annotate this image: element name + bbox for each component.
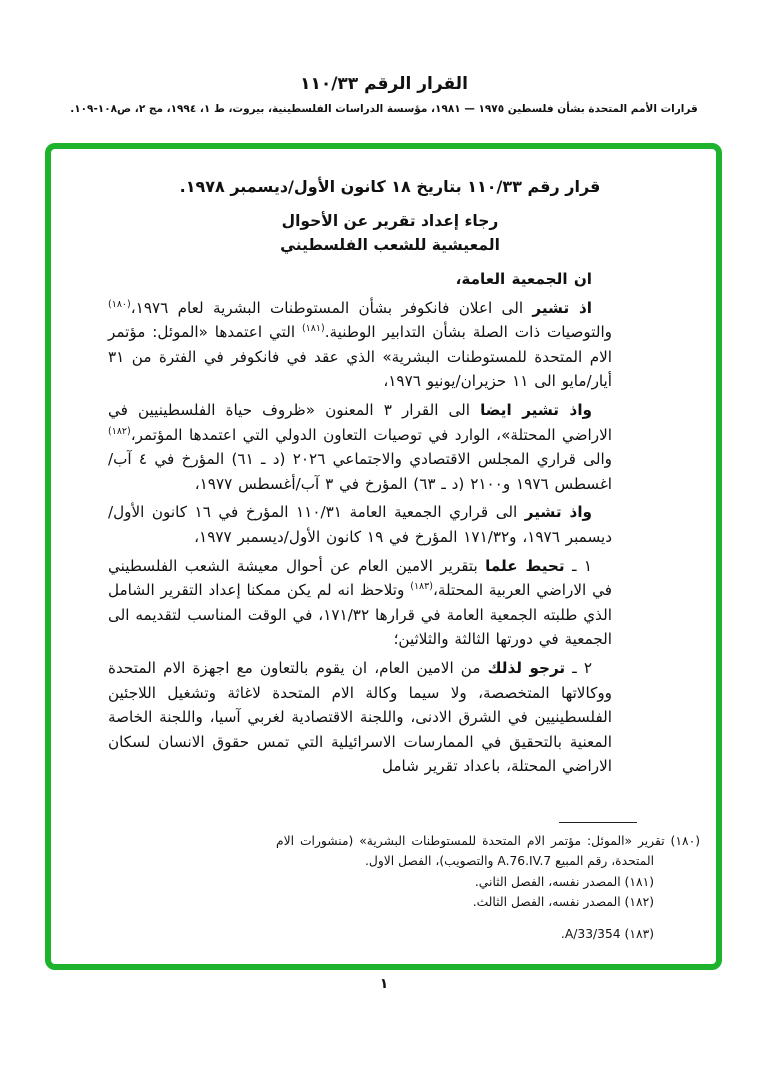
- footnote-ref: (١٨٢): [108, 425, 131, 437]
- resolution-content: [51, 149, 716, 964]
- paragraph: [108, 398, 612, 496]
- footnote: (١٨٢) المصدر نفسه، الفصل الثالث.: [472, 895, 654, 909]
- page-number: ١: [379, 976, 389, 992]
- text-segment: وتلاحظ انه لم يكن ممكنا إعداد التقرير الشامل الذي طلبته الجمعية العامة في قرارها ١٧١/٣٢، في الوقت المناسب لتقديمه الى الجمعية في دورتها الثالثة والثلاثين؛: [108, 581, 612, 649]
- paragraph: [108, 554, 612, 652]
- text-segment: ان الجمعية العامة،: [455, 270, 592, 288]
- resolution-highlight-box: [45, 143, 722, 970]
- footnotes-list: [276, 831, 700, 945]
- text-segment: بتقرير الامين العام عن أحوال معيشة الشعب الفلسطيني في الاراضي العربية المحتلة،: [108, 556, 613, 600]
- text-segment: التي اعتمدها «الموئل: مؤتمر الام المتحدة للمستوطنات البشرية» الذي عقد في فانكوفر في الفترة من ٣١ أيار/مايو الى ١١ حزيران/يونيو ١٩٧٦،: [108, 323, 612, 391]
- text-segment: الى القرار ٣ المعنون «ظروف حياة الفلسطينيين في الاراضي المحتلة»، الوارد في توصيات التعاون الدولي التي اعتمدها المؤتمر،: [108, 400, 612, 444]
- paragraph: [108, 500, 612, 549]
- text-segment: اذ تشير: [532, 298, 592, 317]
- footnote: (١٨٠) تقرير «الموئل: مؤتمر الام المتحدة للمستوطنات البشرية» (منشورات الام المتحدة، رقم المبيع A.76.IV.7 والتصويب)، الفصل الاول.: [276, 833, 700, 868]
- text-segment: ٢ ـ: [565, 658, 593, 677]
- paragraph: [108, 656, 612, 779]
- text-segment: تحيط علما: [485, 556, 565, 575]
- footnotes-section: [276, 822, 700, 945]
- resolution-heading: [138, 177, 642, 257]
- text-segment: واذ تشير: [524, 503, 592, 522]
- source-citation-line: قرارات الأمم المتحدة بشأن فلسطين ١٩٧٥ — ١٩٨١، مؤسسة الدراسات الفلسطينية، بيروت، ط ١، ١٩٩٤، مج ٢، ص١٠٨-١٠٩.: [70, 103, 698, 115]
- paragraph: [108, 267, 612, 292]
- text-segment: والتوصيات ذات الصلة بشأن التدابير الوطنية.: [324, 323, 612, 342]
- text-segment: ترجو لذلك: [487, 658, 566, 677]
- text-segment: الى اعلان فانكوفر بشأن المستوطنات البشرية لعام ١٩٧٦،: [130, 298, 533, 317]
- footnote: (١٨١) المصدر نفسه، الفصل الثاني.: [474, 874, 654, 889]
- footnote-ref: (١٨١): [301, 323, 325, 335]
- footnote-ref: (١٨٣): [410, 581, 433, 593]
- footnote-separator: [559, 822, 637, 823]
- paragraph: [108, 296, 612, 394]
- text-segment: والى قراري المجلس الاقتصادي والاجتماعي ٢٠٢٦ (د ـ ٦١) المؤرخ في ٤ آب/اغسطس ١٩٧٦ و٢١٠٠ (د ـ ٦٣) المؤرخ في ٣ آب/أغسطس ١٩٧٧،: [108, 450, 612, 493]
- text-segment: من الامين العام، ان يقوم بالتعاون مع اجهزة الام المتحدة ووكالاتها المتخصصة، ولا سيما وكالة الام المتحدة لاغاثة وتشغيل اللاجئين الفلسطينيين في الشرق الادنى، واللجنة الاقتصادية لغربي آسيا، واللجنة الخاصة المعنية بالتحقيق في الممارسات الاسرائيلية التي تمس حقوق الانسان لسكان الاراضي المحتلة، باعداد تقرير شامل: [108, 658, 612, 776]
- footnote-ref: (١٨٠): [108, 298, 131, 310]
- text-segment: الى قراري الجمعية العامة ١١٠/٣١ المؤرخ في ١٦ كانون الأول/ديسمبر ١٩٧٦، و١٧١/٣٢ المؤرخ في ١٩ كانون الأول/ديسمبر ١٩٧٧،: [108, 503, 612, 546]
- text-segment: واذ تشير ايضا: [480, 400, 592, 419]
- document-title: القرار الرقم ١١٠/٣٣: [300, 74, 468, 94]
- footnote: (١٨٣) A/33/354.: [560, 926, 654, 941]
- resolution-subtitle-line-1: رجاء إعداد تقرير عن الأحوال: [281, 212, 499, 230]
- resolution-number-line: قرار رقم ١١٠/٣٣ بتاريخ ١٨ كانون الأول/ديسمبر ١٩٧٨.: [179, 177, 601, 196]
- text-segment: ١ ـ: [564, 556, 592, 575]
- resolution-subtitle-line-2: المعيشية للشعب الفلسطيني: [280, 236, 500, 254]
- resolution-body: [108, 267, 612, 779]
